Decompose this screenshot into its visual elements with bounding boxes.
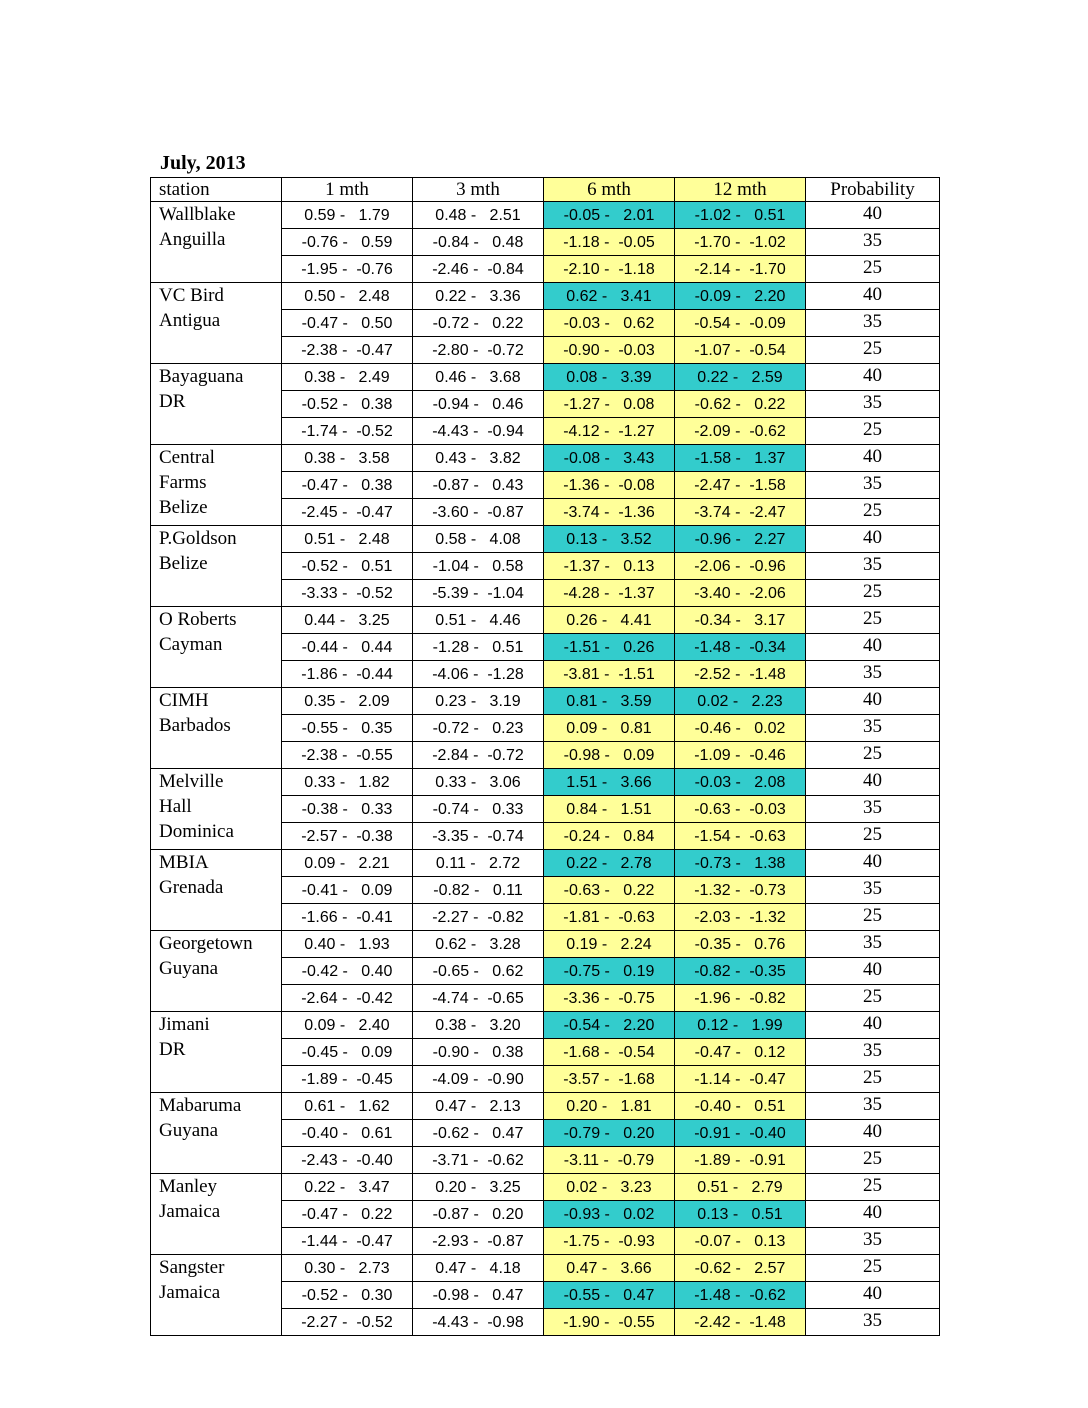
range-12-month: -0.82 - -0.35 — [675, 958, 806, 985]
range-6-month: 0.09 - 0.81 — [544, 715, 675, 742]
range-12-month: -0.91 - -0.40 — [675, 1120, 806, 1147]
range-6-month: -0.93 - 0.02 — [544, 1201, 675, 1228]
range-1-month: -2.38 - -0.47 — [282, 337, 413, 364]
range-1-month: -0.47 - 0.22 — [282, 1201, 413, 1228]
station-name: Sangster Jamaica — [151, 1255, 282, 1336]
range-12-month: -0.62 - 2.57 — [675, 1255, 806, 1282]
range-6-month: 0.81 - 3.59 — [544, 688, 675, 715]
header-row — [151, 178, 940, 202]
range-12-month: 0.51 - 2.79 — [675, 1174, 806, 1201]
table-row — [151, 526, 940, 553]
range-12-month: -2.52 - -1.48 — [675, 661, 806, 688]
range-1-month: -2.64 - -0.42 — [282, 985, 413, 1012]
range-12-month: -1.02 - 0.51 — [675, 202, 806, 229]
range-3-month: -1.04 - 0.58 — [413, 553, 544, 580]
range-6-month: 0.26 - 4.41 — [544, 607, 675, 634]
station-name: MBIA Grenada — [151, 850, 282, 931]
range-6-month: 0.20 - 1.81 — [544, 1093, 675, 1120]
station-name: Jimani DR — [151, 1012, 282, 1093]
range-1-month: 0.22 - 3.47 — [282, 1174, 413, 1201]
probability-value: 25 — [806, 742, 940, 769]
range-12-month: -0.40 - 0.51 — [675, 1093, 806, 1120]
range-1-month: 0.50 - 2.48 — [282, 283, 413, 310]
probability-value: 40 — [806, 1282, 940, 1309]
range-12-month: -3.74 - -2.47 — [675, 499, 806, 526]
probability-value: 40 — [806, 769, 940, 796]
probability-value: 35 — [806, 1039, 940, 1066]
range-6-month: -4.12 - -1.27 — [544, 418, 675, 445]
table-row — [151, 607, 940, 634]
range-12-month: 0.12 - 1.99 — [675, 1012, 806, 1039]
range-1-month: -2.43 - -0.40 — [282, 1147, 413, 1174]
range-1-month: -0.52 - 0.38 — [282, 391, 413, 418]
range-3-month: 0.47 - 2.13 — [413, 1093, 544, 1120]
range-6-month: -1.27 - 0.08 — [544, 391, 675, 418]
table-row — [151, 1174, 940, 1201]
range-12-month: -0.96 - 2.27 — [675, 526, 806, 553]
range-12-month: -0.46 - 0.02 — [675, 715, 806, 742]
range-6-month: 0.13 - 3.52 — [544, 526, 675, 553]
range-3-month: 0.20 - 3.25 — [413, 1174, 544, 1201]
range-6-month: -0.03 - 0.62 — [544, 310, 675, 337]
range-3-month: -0.62 - 0.47 — [413, 1120, 544, 1147]
probability-value: 25 — [806, 1147, 940, 1174]
range-12-month: -2.47 - -1.58 — [675, 472, 806, 499]
probability-value: 25 — [806, 418, 940, 445]
range-3-month: -4.43 - -0.94 — [413, 418, 544, 445]
range-3-month: 0.22 - 3.36 — [413, 283, 544, 310]
range-1-month: -0.40 - 0.61 — [282, 1120, 413, 1147]
range-6-month: -2.10 - -1.18 — [544, 256, 675, 283]
table-row — [151, 850, 940, 877]
range-3-month: -3.60 - -0.87 — [413, 499, 544, 526]
range-12-month: -1.48 - -0.34 — [675, 634, 806, 661]
station-name: VC Bird Antigua — [151, 283, 282, 364]
range-1-month: -1.89 - -0.45 — [282, 1066, 413, 1093]
probability-value: 25 — [806, 985, 940, 1012]
range-12-month: -1.32 - -0.73 — [675, 877, 806, 904]
range-12-month: -1.54 - -0.63 — [675, 823, 806, 850]
probability-value: 40 — [806, 1120, 940, 1147]
range-12-month: -2.14 - -1.70 — [675, 256, 806, 283]
range-1-month: -0.42 - 0.40 — [282, 958, 413, 985]
range-6-month: -1.18 - -0.05 — [544, 229, 675, 256]
range-1-month: -2.45 - -0.47 — [282, 499, 413, 526]
header-3-month: 3 mth — [413, 178, 544, 202]
range-3-month: -5.39 - -1.04 — [413, 580, 544, 607]
probability-value: 40 — [806, 1201, 940, 1228]
range-12-month: 0.13 - 0.51 — [675, 1201, 806, 1228]
range-6-month: -0.05 - 2.01 — [544, 202, 675, 229]
range-3-month: -0.65 - 0.62 — [413, 958, 544, 985]
table-row — [151, 202, 940, 229]
probability-value: 40 — [806, 283, 940, 310]
probability-value: 35 — [806, 229, 940, 256]
probability-value: 35 — [806, 1309, 940, 1336]
probability-value: 40 — [806, 445, 940, 472]
range-3-month: -0.74 - 0.33 — [413, 796, 544, 823]
range-12-month: -2.09 - -0.62 — [675, 418, 806, 445]
range-1-month: -1.66 - -0.41 — [282, 904, 413, 931]
range-1-month: -0.47 - 0.38 — [282, 472, 413, 499]
range-1-month: 0.30 - 2.73 — [282, 1255, 413, 1282]
range-3-month: -3.71 - -0.62 — [413, 1147, 544, 1174]
probability-value: 25 — [806, 904, 940, 931]
range-1-month: 0.44 - 3.25 — [282, 607, 413, 634]
range-12-month: -1.07 - -0.54 — [675, 337, 806, 364]
forecast-table — [150, 177, 940, 1336]
table-row — [151, 688, 940, 715]
range-3-month: -4.09 - -0.90 — [413, 1066, 544, 1093]
range-1-month: -0.47 - 0.50 — [282, 310, 413, 337]
range-3-month: 0.43 - 3.82 — [413, 445, 544, 472]
range-6-month: -0.98 - 0.09 — [544, 742, 675, 769]
range-12-month: 0.02 - 2.23 — [675, 688, 806, 715]
range-1-month: -1.74 - -0.52 — [282, 418, 413, 445]
probability-value: 25 — [806, 337, 940, 364]
station-name: O Roberts Cayman — [151, 607, 282, 688]
range-1-month: 0.09 - 2.21 — [282, 850, 413, 877]
range-3-month: -0.82 - 0.11 — [413, 877, 544, 904]
range-1-month: -0.44 - 0.44 — [282, 634, 413, 661]
range-12-month: -0.63 - -0.03 — [675, 796, 806, 823]
range-12-month: -1.09 - -0.46 — [675, 742, 806, 769]
range-3-month: -2.46 - -0.84 — [413, 256, 544, 283]
table-row — [151, 1012, 940, 1039]
range-1-month: 0.61 - 1.62 — [282, 1093, 413, 1120]
range-6-month: -0.79 - 0.20 — [544, 1120, 675, 1147]
range-1-month: -2.38 - -0.55 — [282, 742, 413, 769]
range-3-month: -0.72 - 0.22 — [413, 310, 544, 337]
range-12-month: -0.47 - 0.12 — [675, 1039, 806, 1066]
range-6-month: -0.75 - 0.19 — [544, 958, 675, 985]
range-3-month: -2.84 - -0.72 — [413, 742, 544, 769]
range-1-month: -0.76 - 0.59 — [282, 229, 413, 256]
range-12-month: -0.35 - 0.76 — [675, 931, 806, 958]
range-3-month: -2.27 - -0.82 — [413, 904, 544, 931]
range-1-month: -1.95 - -0.76 — [282, 256, 413, 283]
range-1-month: -2.57 - -0.38 — [282, 823, 413, 850]
table-row — [151, 364, 940, 391]
range-1-month: -0.38 - 0.33 — [282, 796, 413, 823]
probability-value: 35 — [806, 391, 940, 418]
table-row — [151, 1093, 940, 1120]
range-1-month: -1.44 - -0.47 — [282, 1228, 413, 1255]
range-12-month: -3.40 - -2.06 — [675, 580, 806, 607]
range-12-month: -1.48 - -0.62 — [675, 1282, 806, 1309]
station-name: Bayaguana DR — [151, 364, 282, 445]
station-name: Georgetown Guyana — [151, 931, 282, 1012]
probability-value: 40 — [806, 526, 940, 553]
range-12-month: -1.14 - -0.47 — [675, 1066, 806, 1093]
range-12-month: -1.96 - -0.82 — [675, 985, 806, 1012]
range-1-month: -3.33 - -0.52 — [282, 580, 413, 607]
probability-value: 25 — [806, 1255, 940, 1282]
range-3-month: 0.38 - 3.20 — [413, 1012, 544, 1039]
table-row — [151, 1255, 940, 1282]
range-6-month: -0.24 - 0.84 — [544, 823, 675, 850]
range-6-month: -3.36 - -0.75 — [544, 985, 675, 1012]
probability-value: 35 — [806, 1093, 940, 1120]
range-6-month: 1.51 - 3.66 — [544, 769, 675, 796]
probability-value: 35 — [806, 553, 940, 580]
range-6-month: -1.90 - -0.55 — [544, 1309, 675, 1336]
probability-value: 40 — [806, 850, 940, 877]
probability-value: 35 — [806, 796, 940, 823]
range-6-month: -3.74 - -1.36 — [544, 499, 675, 526]
range-3-month: -0.84 - 0.48 — [413, 229, 544, 256]
range-1-month: -0.55 - 0.35 — [282, 715, 413, 742]
header-probability: Probability — [806, 178, 940, 202]
range-6-month: 0.19 - 2.24 — [544, 931, 675, 958]
range-3-month: -0.72 - 0.23 — [413, 715, 544, 742]
range-3-month: 0.11 - 2.72 — [413, 850, 544, 877]
probability-value: 35 — [806, 1228, 940, 1255]
station-name: Melville Hall Dominica — [151, 769, 282, 850]
range-12-month: 0.22 - 2.59 — [675, 364, 806, 391]
range-1-month: 0.35 - 2.09 — [282, 688, 413, 715]
probability-value: 35 — [806, 931, 940, 958]
range-6-month: -0.54 - 2.20 — [544, 1012, 675, 1039]
range-1-month: -0.45 - 0.09 — [282, 1039, 413, 1066]
range-3-month: -0.98 - 0.47 — [413, 1282, 544, 1309]
probability-value: 40 — [806, 958, 940, 985]
range-6-month: -3.11 - -0.79 — [544, 1147, 675, 1174]
station-name: Mabaruma Guyana — [151, 1093, 282, 1174]
range-1-month: -0.52 - 0.51 — [282, 553, 413, 580]
range-1-month: 0.38 - 2.49 — [282, 364, 413, 391]
range-6-month: -1.37 - 0.13 — [544, 553, 675, 580]
range-12-month: -0.09 - 2.20 — [675, 283, 806, 310]
table-row — [151, 283, 940, 310]
range-3-month: -1.28 - 0.51 — [413, 634, 544, 661]
range-3-month: 0.62 - 3.28 — [413, 931, 544, 958]
range-3-month: -2.80 - -0.72 — [413, 337, 544, 364]
probability-value: 35 — [806, 877, 940, 904]
range-3-month: -4.43 - -0.98 — [413, 1309, 544, 1336]
range-6-month: -1.81 - -0.63 — [544, 904, 675, 931]
range-1-month: 0.33 - 1.82 — [282, 769, 413, 796]
range-3-month: -2.93 - -0.87 — [413, 1228, 544, 1255]
probability-value: 40 — [806, 634, 940, 661]
station-name: Manley Jamaica — [151, 1174, 282, 1255]
document-title: July, 2013 — [160, 152, 246, 174]
range-3-month: -4.74 - -0.65 — [413, 985, 544, 1012]
range-12-month: -2.03 - -1.32 — [675, 904, 806, 931]
range-3-month: -0.94 - 0.46 — [413, 391, 544, 418]
range-6-month: 0.84 - 1.51 — [544, 796, 675, 823]
range-3-month: -3.35 - -0.74 — [413, 823, 544, 850]
station-name: Central Farms Belize — [151, 445, 282, 526]
range-1-month: 0.09 - 2.40 — [282, 1012, 413, 1039]
range-6-month: -4.28 - -1.37 — [544, 580, 675, 607]
probability-value: 25 — [806, 607, 940, 634]
table-row — [151, 445, 940, 472]
header-6-month: 6 mth — [544, 178, 675, 202]
probability-value: 35 — [806, 715, 940, 742]
range-12-month: -0.54 - -0.09 — [675, 310, 806, 337]
probability-value: 40 — [806, 688, 940, 715]
range-6-month: -0.08 - 3.43 — [544, 445, 675, 472]
range-3-month: 0.23 - 3.19 — [413, 688, 544, 715]
probability-value: 40 — [806, 202, 940, 229]
table-row — [151, 769, 940, 796]
range-6-month: 0.08 - 3.39 — [544, 364, 675, 391]
range-3-month: -0.87 - 0.20 — [413, 1201, 544, 1228]
range-3-month: -0.87 - 0.43 — [413, 472, 544, 499]
range-12-month: -0.34 - 3.17 — [675, 607, 806, 634]
range-1-month: -0.52 - 0.30 — [282, 1282, 413, 1309]
range-12-month: -1.89 - -0.91 — [675, 1147, 806, 1174]
range-6-month: -0.63 - 0.22 — [544, 877, 675, 904]
header-station: station — [151, 178, 282, 202]
range-6-month: 0.22 - 2.78 — [544, 850, 675, 877]
probability-value: 35 — [806, 472, 940, 499]
range-1-month: 0.40 - 1.93 — [282, 931, 413, 958]
table-row — [151, 931, 940, 958]
range-12-month: -0.62 - 0.22 — [675, 391, 806, 418]
range-6-month: -1.68 - -0.54 — [544, 1039, 675, 1066]
probability-value: 25 — [806, 1174, 940, 1201]
range-12-month: -0.07 - 0.13 — [675, 1228, 806, 1255]
range-6-month: -1.51 - 0.26 — [544, 634, 675, 661]
range-3-month: 0.58 - 4.08 — [413, 526, 544, 553]
header-12-month: 12 mth — [675, 178, 806, 202]
probability-value: 35 — [806, 661, 940, 688]
range-1-month: -0.41 - 0.09 — [282, 877, 413, 904]
probability-value: 25 — [806, 256, 940, 283]
range-3-month: -0.90 - 0.38 — [413, 1039, 544, 1066]
range-12-month: -0.73 - 1.38 — [675, 850, 806, 877]
probability-value: 25 — [806, 580, 940, 607]
range-12-month: -1.70 - -1.02 — [675, 229, 806, 256]
range-3-month: 0.47 - 4.18 — [413, 1255, 544, 1282]
station-name: P.Goldson Belize — [151, 526, 282, 607]
range-6-month: -3.57 - -1.68 — [544, 1066, 675, 1093]
range-6-month: -1.75 - -0.93 — [544, 1228, 675, 1255]
range-12-month: -0.03 - 2.08 — [675, 769, 806, 796]
station-name: Wallblake Anguilla — [151, 202, 282, 283]
range-12-month: -2.06 - -0.96 — [675, 553, 806, 580]
range-6-month: 0.47 - 3.66 — [544, 1255, 675, 1282]
range-6-month: 0.62 - 3.41 — [544, 283, 675, 310]
range-3-month: 0.48 - 2.51 — [413, 202, 544, 229]
range-1-month: -1.86 - -0.44 — [282, 661, 413, 688]
probability-value: 25 — [806, 1066, 940, 1093]
station-name: CIMH Barbados — [151, 688, 282, 769]
header-1-month: 1 mth — [282, 178, 413, 202]
range-6-month: 0.02 - 3.23 — [544, 1174, 675, 1201]
range-6-month: -3.81 - -1.51 — [544, 661, 675, 688]
probability-value: 25 — [806, 499, 940, 526]
range-3-month: 0.33 - 3.06 — [413, 769, 544, 796]
range-1-month: 0.51 - 2.48 — [282, 526, 413, 553]
probability-value: 40 — [806, 1012, 940, 1039]
range-3-month: 0.51 - 4.46 — [413, 607, 544, 634]
range-1-month: -2.27 - -0.52 — [282, 1309, 413, 1336]
range-12-month: -2.42 - -1.48 — [675, 1309, 806, 1336]
range-6-month: -1.36 - -0.08 — [544, 472, 675, 499]
range-12-month: -1.58 - 1.37 — [675, 445, 806, 472]
range-3-month: 0.46 - 3.68 — [413, 364, 544, 391]
probability-value: 40 — [806, 364, 940, 391]
range-3-month: -4.06 - -1.28 — [413, 661, 544, 688]
probability-value: 35 — [806, 310, 940, 337]
range-6-month: -0.90 - -0.03 — [544, 337, 675, 364]
range-1-month: 0.38 - 3.58 — [282, 445, 413, 472]
probability-value: 25 — [806, 823, 940, 850]
range-6-month: -0.55 - 0.47 — [544, 1282, 675, 1309]
range-1-month: 0.59 - 1.79 — [282, 202, 413, 229]
